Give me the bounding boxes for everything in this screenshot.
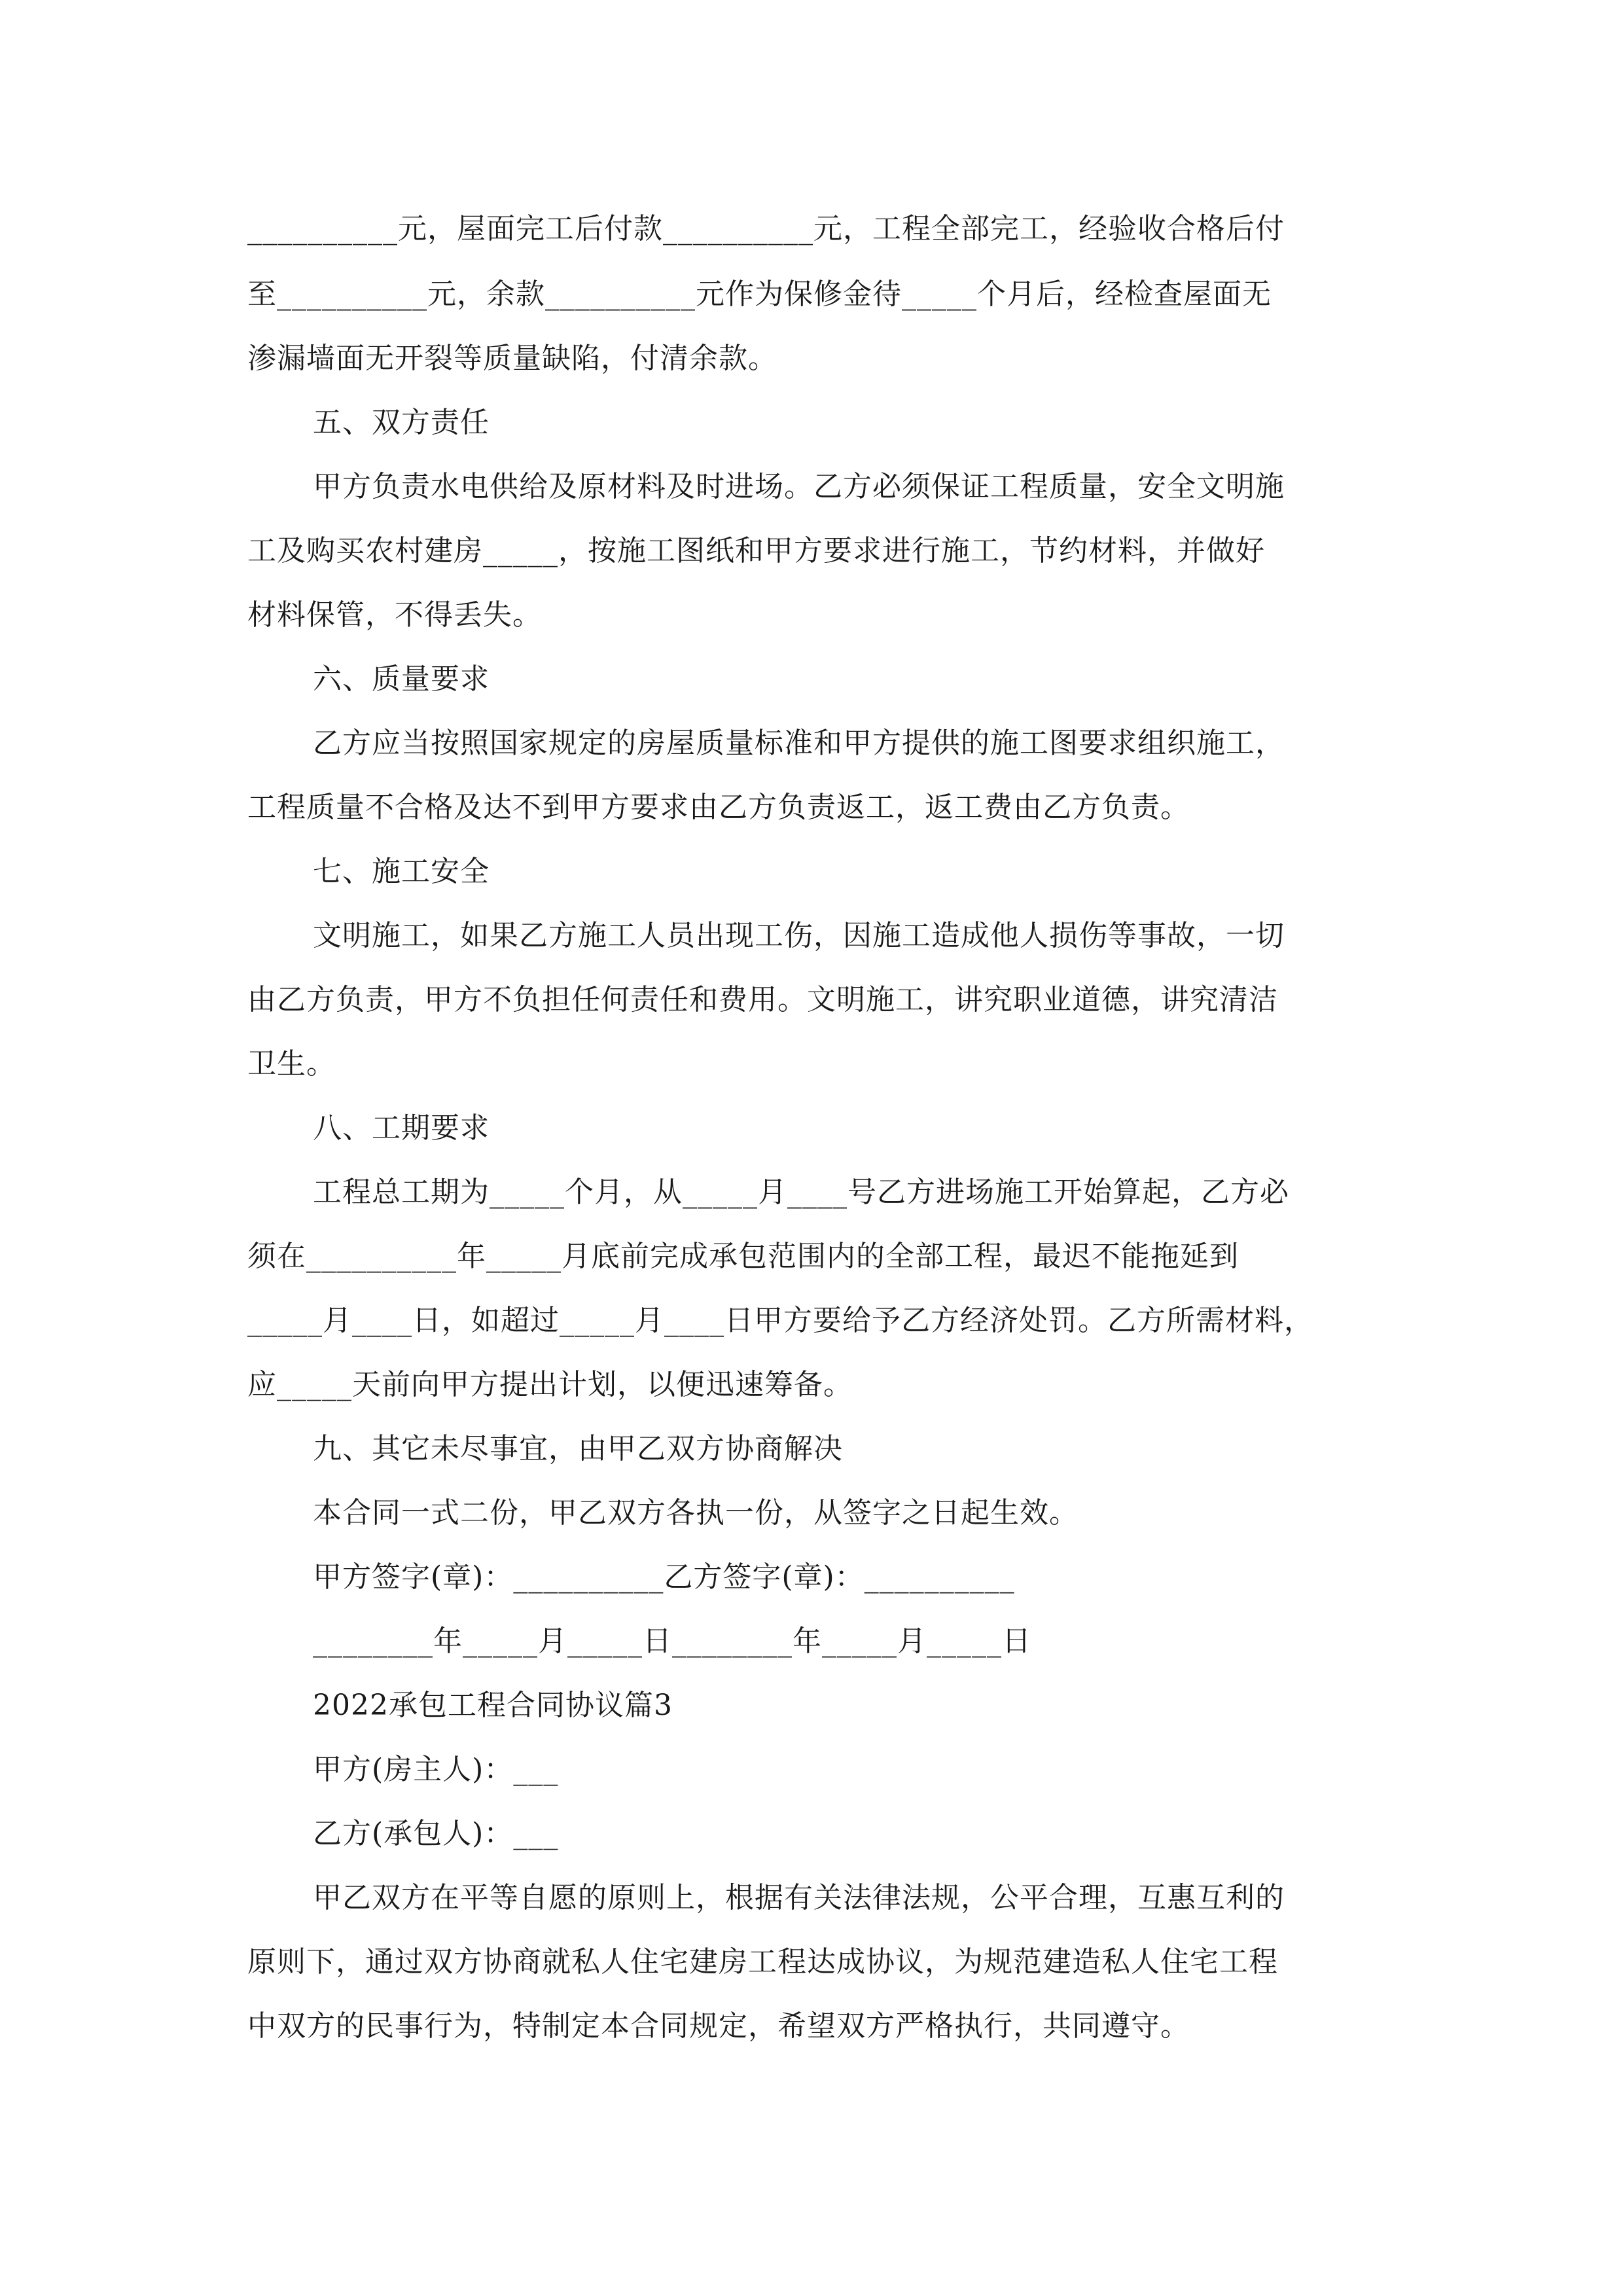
- text-line: 本合同一式二份，甲乙双方各执一份，从签字之日起生效。: [313, 1496, 1079, 1530]
- date-line: ________年_____月_____日________年_____月_____日: [313, 1624, 1031, 1658]
- section-heading: 八、工期要求: [313, 1111, 490, 1145]
- text-line: 由乙方负责，甲方不负担任何责任和费用。文明施工，讲究职业道德，讲究清洁: [247, 983, 1278, 1016]
- text-line: 乙方应当按照国家规定的房屋质量标准和甲方提供的施工图要求组织施工，: [313, 726, 1285, 760]
- section-heading: 五、双方责任: [313, 406, 490, 439]
- text-line: 渗漏墙面无开裂等质量缺陷，付清余款。: [247, 342, 777, 375]
- section-heading: 九、其它未尽事宜，由甲乙双方协商解决: [313, 1432, 843, 1465]
- text-line: 材料保管，不得丢失。: [247, 598, 542, 632]
- party-b-line: 乙方(承包人)：___: [313, 1817, 559, 1850]
- signature-line: 甲方签字(章)：__________乙方签字(章)：__________: [313, 1560, 1015, 1594]
- text-line: 卫生。: [247, 1047, 336, 1081]
- section-title: 2022承包工程合同协议篇3: [313, 1689, 673, 1722]
- text-line: 甲乙双方在平等自愿的原则上，根据有关法律法规，公平合理，互惠互利的: [313, 1881, 1285, 1914]
- party-a-line: 甲方(房主人)：___: [313, 1753, 559, 1786]
- text-line: 文明施工，如果乙方施工人员出现工伤，因施工造成他人损伤等事故，一切: [313, 919, 1285, 952]
- text-line: 至__________元，余款__________元作为保修金待_____个月后，经检查屋面无: [247, 278, 1272, 311]
- text-line: 工程质量不合格及达不到甲方要求由乙方负责返工，返工费由乙方负责。: [247, 791, 1190, 824]
- text-line: 须在__________年_____月底前完成承包范围内的全部工程，最迟不能拖延到: [247, 1240, 1239, 1273]
- text-line: __________元，屋面完工后付款__________元，工程全部完工，经验收合格后付: [247, 212, 1285, 245]
- text-line: _____月____日，如超过_____月____日甲方要给予乙方经济处罚。乙方所需材料，: [247, 1304, 1313, 1337]
- text-line: 甲方负责水电供给及原材料及时进场。乙方必须保证工程质量，安全文明施: [313, 470, 1285, 503]
- text-line: 原则下，通过双方协商就私人住宅建房工程达成协议，为规范建造私人住宅工程: [247, 1945, 1278, 1979]
- section-heading: 六、质量要求: [313, 662, 490, 696]
- text-line: 工及购买农村建房_____，按施工图纸和甲方要求进行施工，节约材料，并做好: [247, 534, 1265, 567]
- text-line: 工程总工期为_____个月，从_____月____号乙方进场施工开始算起，乙方必: [313, 1175, 1289, 1209]
- text-line: 应_____天前向甲方提出计划，以便迅速筹备。: [247, 1368, 853, 1401]
- section-heading: 七、施工安全: [313, 855, 490, 888]
- text-line: 中双方的民事行为，特制定本合同规定，希望双方严格执行，共同遵守。: [247, 2009, 1190, 2043]
